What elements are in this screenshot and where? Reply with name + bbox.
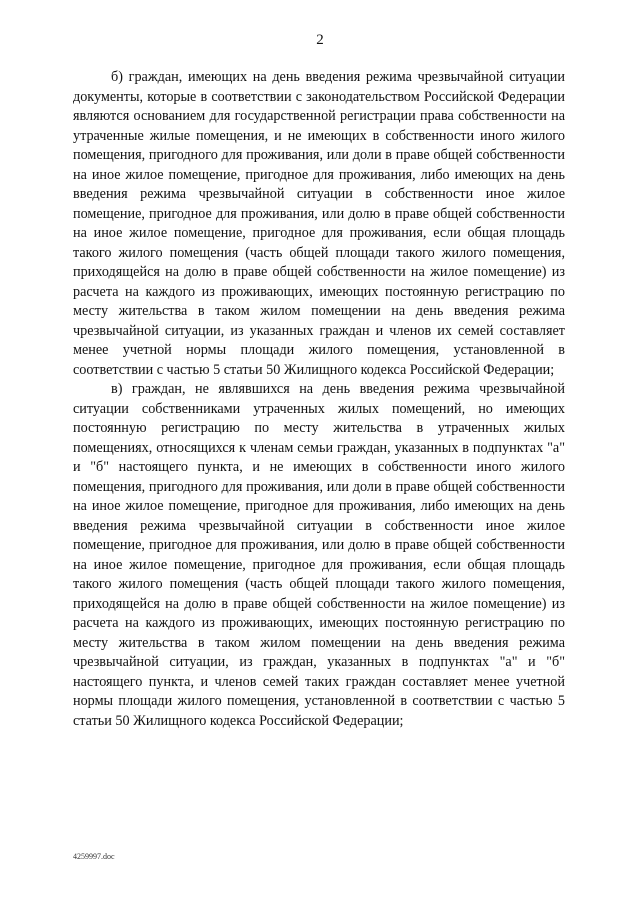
paragraph-v: в) граждан, не являвшихся на день введения режима чрезвычайной ситуации собственниками утраченных жилых помещений, но имеющих постоянную регистрацию по месту жительства в утраченных жилых помещениях, относящихся к членам семьи граждан, указанных в подпунктах "а" и "б" настоящего пункта, и не имеющих в собственности иного жилого помещения, пригодного для проживания, или доли в праве общей собственности на иное жилое помещение, пригодное для проживания, либо имеющих на день введения режима чрезвычайной ситуации в собственности иное жилое помещение, пригодное для проживания, или долю в праве общей собственности на иное жилое помещение, пригодное для проживания, если общая площадь такого жилого помещения (часть общей площади такого жилого помещения, приходящейся на долю в праве общей собственности на жилое помещение) из расчета на каждого из проживающих, имеющих постоянную регистрацию по месту жительства в таком жилом помещении на день введения режима чрезвычайной ситуации, из граждан, указанных в подпунктах "а" и "б" настоящего пункта, и членов семей таких граждан составляет менее учетной нормы площади жилого помещения, установленной в соответствии с частью 5 статьи 50 Жилищного кодекса Российской Федерации; xyxy=(73,381,565,729)
paragraph-b: б) граждан, имеющих на день введения режима чрезвычайной ситуации документы, которые в соответствии с законодательством Российской Федерации являются основанием для государственной регистрации права собственности на утраченные жилые помещения, и не имеющих в собственности иного жилого помещения, пригодного для проживания, или доли в праве общей собственности на иное жилое помещение, пригодное для проживания, либо имеющих на день введения режима чрезвычайной ситуации в собственности иное жилое помещение, пригодное для проживания, или долю в праве общей собственности на иное жилое помещение, пригодное для проживания, если общая площадь такого жилого помещения (часть общей площади такого жилого помещения, приходящейся на долю в праве общей собственности на жилое помещение) из расчета на каждого из проживающих, имеющих постоянную регистрацию по месту жительства в таком жилом помещении на день введения режима чрезвычайной ситуации, из указанных граждан и членов их семей составляет менее учетной нормы площади жилого помещения, установленной в соответствии с частью 5 статьи 50 Жилищного кодекса Российской Федерации; xyxy=(73,69,565,378)
page-number: 2 xyxy=(316,32,324,48)
file-name-footer: 4259997.doc xyxy=(73,852,115,861)
document-body xyxy=(73,68,565,731)
